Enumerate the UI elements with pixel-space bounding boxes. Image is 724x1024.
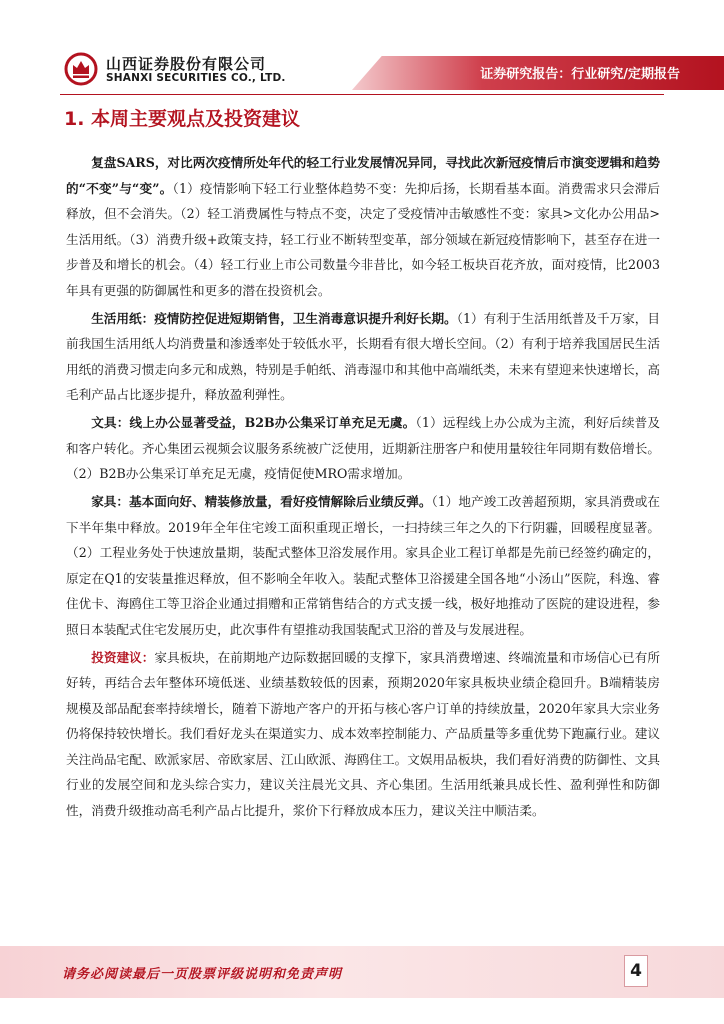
paragraph-lead: 投资建议： xyxy=(91,649,155,665)
paragraph-lead: 生活用纸：疫情防控促进短期销售，卫生消毒意识提升利好长期。 xyxy=(91,310,457,326)
paragraph-lead: 文具：线上办公显著受益，B2B办公集采订单充足无虞。 xyxy=(91,415,416,430)
page-header xyxy=(0,0,724,96)
paragraph-text: （1）疫情影响下轻工行业整体趋势不变：先抑后扬，长期看基本面。消费需求只会滞后释放，但不会消失。（2）轻工消费属性与特点不变，决定了受疫情冲击敏感性不变：家具>文化办公用品>生活用纸。（3）消费升级+政策支持，轻工行业不断转型变革，部分领域在新冠疫情影响下，甚至存在进一步普及和增长的机会。（4）轻工行业上市公司数量今非昔比，如今轻工板块百花齐放，面对疫情，比2003年具有更强的防御属性和更多的潜在投资机会。 xyxy=(66,180,660,298)
header-divider xyxy=(60,94,664,95)
section-title: 1. 本周主要观点及投资建议 xyxy=(64,108,301,130)
company-logo-icon xyxy=(64,52,98,86)
report-body xyxy=(66,150,660,826)
paragraph-sars-review xyxy=(66,150,660,303)
paragraph-lead: 复盘SARS，对比两次疫情所处年代的轻工行业发展情况异同，寻找此次新冠疫情后市演变逻辑和趋势的“不变”与“变”。 xyxy=(66,155,660,196)
paragraph-investment-advice xyxy=(66,645,660,824)
paragraph-text: （1）地产竣工改善超预期，家具消费或在下半年集中释放。2019年全年住宅竣工面积重现正增长，一扫持续三年之久的下行阴霾，回暖程度显著。（2）工程业务处于快速放量期，装配式整体卫浴发展作用。家具企业工程订单都是先前已经签约确定的，原定在Q1的安装量推迟释放，但不影响全年收入。装配式整体卫浴援建全国各地“小汤山”医院，科逸、睿住优卡、海鸥住工等卫浴企业通过捐赠和正常销售结合的方式支援一线，极好地推动了医院的建设进程，参照日本装配式住宅发展历史，此次事件有望推动我国装配式卫浴的普及与发展进程。 xyxy=(66,494,661,637)
paragraph-text: （1）有利于生活用纸普及千万家，目前我国生活用纸人均消费量和渗透率处于较低水平，长期看有很大增长空间。（2）有利于培养我国居民生活用纸的消费习惯走向多元和成熟，特别是手帕纸、消毒湿巾和其他中高端纸类，未来有望迎来快速增长，高毛利产品占比逐步提升，释放盈利弹性。 xyxy=(66,310,661,402)
paragraph-text: 家具板块，在前期地产边际数据回暖的支撑下，家具消费增速、终端流量和市场信心已有所好转，再结合去年整体环境低迷、业绩基数较低的因素，预期2020年家具板块业绩企稳回升。B端精装房规模及部品配套率持续增长，随着下游地产客户的开拓与核心客户订单的持续放量，2020年家具大宗业务仍将保持较快增长。我们看好龙头在渠道实力、成本效率控制能力、产品质量等多重优势下跑赢行业。建议关注尚品宅配、欧派家居、帝欧家居、江山欧派、海鸥住工。文娱用品板块，我们看好消费的防御性、文具行业的发展空间和龙头综合实力，建议关注晨光文具、齐心集团。生活用纸兼具成长性、盈利弹性和防御性，消费升级推动高毛利产品占比提升，浆价下行释放成本压力，建议关注中顺洁柔。 xyxy=(66,649,661,818)
report-type-label: 证券研究报告：行业研究/定期报告 xyxy=(480,67,680,82)
paragraph-text: （1）远程线上办公成为主流，利好后续普及和客户转化。齐心集团云视频会议服务系统被广泛使用，近期新注册客户和使用量较往年同期有数倍增长。（2）B2B办公集采订单充足无虞，疫情促使MRO需求增加。 xyxy=(66,415,660,481)
company-name-cn: 山西证券股份有限公司 xyxy=(106,55,267,73)
page-footer xyxy=(0,946,724,998)
company-name-en: SHANXI SECURITIES CO., LTD. xyxy=(106,72,286,84)
paragraph-lead: 家具：基本面向好、精装修放量，看好疫情解除后业绩反弹。 xyxy=(91,494,432,509)
paragraph-tissue-paper xyxy=(66,306,660,408)
paragraph-furniture xyxy=(66,489,660,642)
page-number: 4 xyxy=(624,955,648,987)
paragraph-stationery xyxy=(66,410,660,487)
footer-disclaimer: 请务必阅读最后一页股票评级说明和免责声明 xyxy=(62,967,343,982)
